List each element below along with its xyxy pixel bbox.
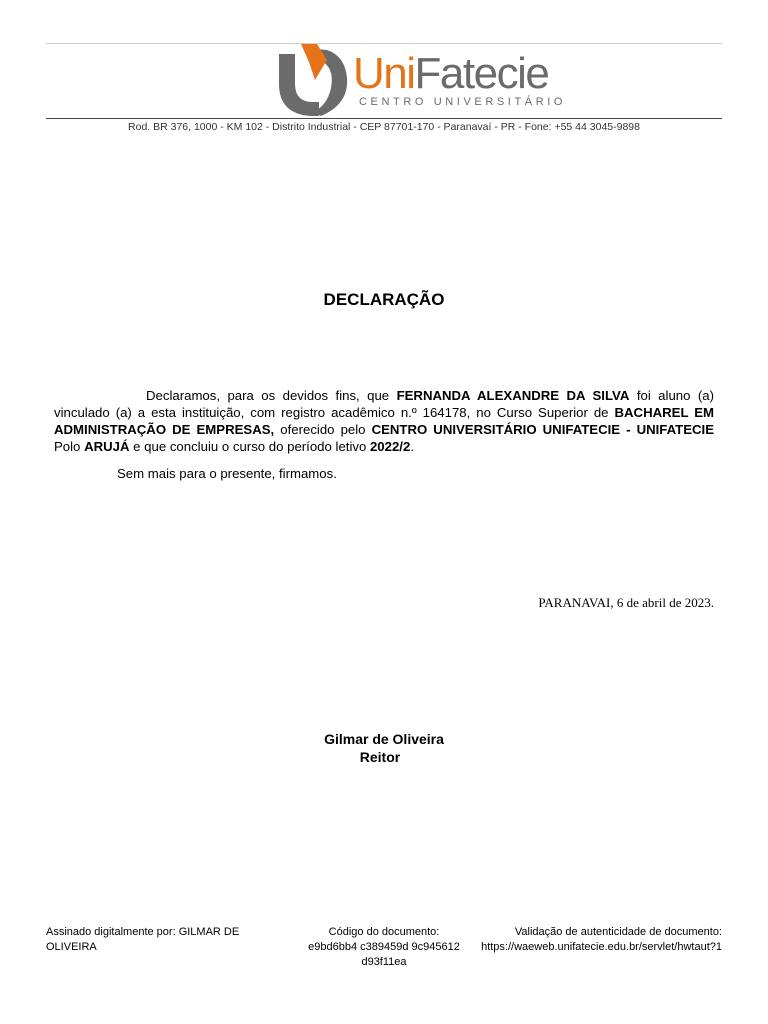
footer-validation [466, 925, 722, 955]
institution-name: CENTRO UNIVERSITÁRIO UNIFATECIE - UNIFATECIE [371, 422, 714, 437]
body-text-2: foi aluno (a) vinculado (a) a esta instituição, com registro acadêmico n.º 164178, no Curso Superior de [54, 388, 714, 420]
brand-fatecie: Fatecie [414, 49, 549, 98]
validation-label: Validação de autenticidade de documento: [514, 926, 722, 938]
body-text-6: . [410, 439, 414, 454]
signer-name: Gilmar de Oliveira [324, 731, 444, 747]
signer-role: Reitor [359, 749, 401, 765]
student-name: FERNANDA ALEXANDRE DA SILVA [396, 388, 630, 403]
institution-address: Rod. BR 376, 1000 - KM 102 - Distrito Industrial - CEP 87701-170 - Paranavaí - PR - Fone: +55 44 3045-9898 [128, 121, 640, 133]
body-text-4: Polo [54, 439, 85, 454]
document-code-value: e9bd6bb4 c389459d 9c945612 d93f11ea [308, 941, 460, 968]
document-title: DECLARAÇÃO [323, 290, 445, 309]
course-name: BACHAREL EM ADMINISTRAÇÃO DE EMPRESAS, [54, 405, 715, 437]
body-text-5: e que concluiu o curso do período letivo [129, 439, 370, 454]
brand-wordmark [353, 50, 548, 98]
logo-u-mark-icon [275, 44, 353, 118]
body-text-1: Declaramos, para os devidos fins, que [146, 388, 397, 403]
header-bottom-rule [46, 118, 722, 119]
document-date: PARANAVAI, 6 de abril de 2023. [538, 595, 714, 610]
document-code-label: Código do documento: [328, 926, 440, 938]
polo-name: ARUJÁ [84, 439, 130, 454]
footer-signed-by: Assinado digitalmente por: GILMAR DE OLIVEIRA [46, 926, 240, 953]
brand-uni: Uni [353, 49, 415, 98]
body-text-3: oferecido pelo [274, 422, 372, 437]
validation-url[interactable]: https://waeweb.unifatecie.edu.br/servlet/hwtaut?1 [481, 941, 722, 953]
declaration-body [54, 387, 714, 455]
closing-text: Sem mais para o presente, firmamos. [117, 466, 337, 481]
brand-subtitle: CENTRO UNIVERSITÁRIO [359, 96, 567, 108]
unifatecie-logo [275, 44, 565, 118]
footer-document-code [300, 925, 468, 970]
academic-period: 2022/2 [369, 439, 411, 454]
